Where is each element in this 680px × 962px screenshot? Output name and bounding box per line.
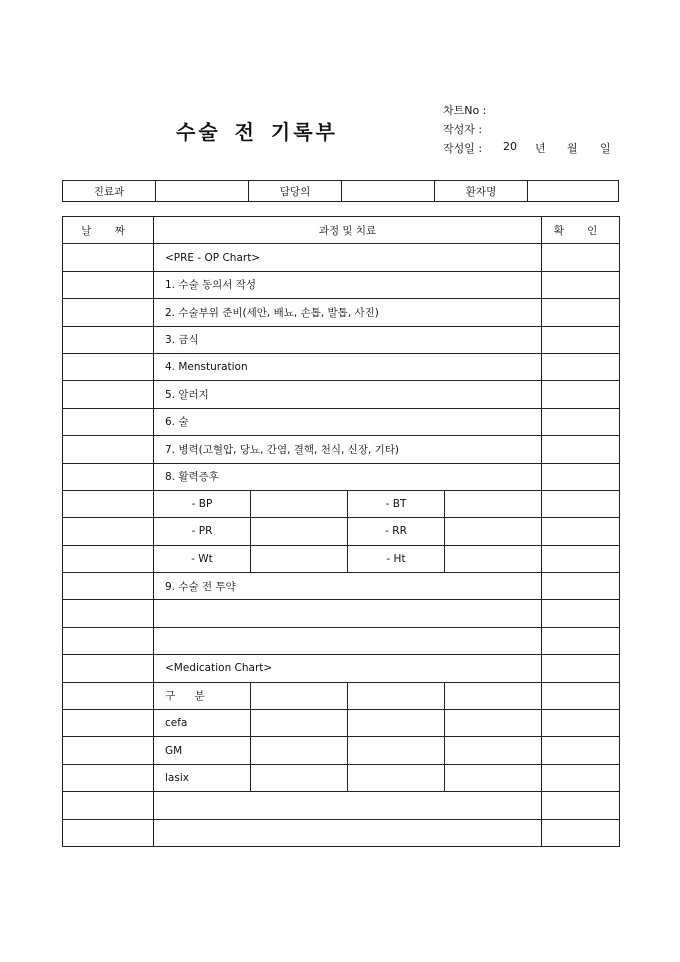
pre-op-heading: <PRE - OP Chart> bbox=[154, 244, 542, 271]
date-cell[interactable] bbox=[63, 819, 154, 846]
date-year-label: 년 bbox=[535, 142, 546, 155]
med-cell[interactable] bbox=[445, 737, 542, 764]
confirm-cell[interactable] bbox=[542, 573, 620, 600]
table-row bbox=[63, 518, 620, 545]
confirm-cell[interactable] bbox=[542, 381, 620, 408]
item-history: 7. 병력(고혈압, 당뇨, 간염, 결핵, 천식, 신장, 기타) bbox=[154, 436, 542, 463]
med-category-label: 구 분 bbox=[154, 682, 251, 709]
date-cell[interactable] bbox=[63, 764, 154, 791]
blank-cell[interactable] bbox=[154, 600, 542, 627]
vital-wt-label: - Wt bbox=[154, 545, 251, 572]
date-cell[interactable] bbox=[63, 463, 154, 490]
confirm-cell[interactable] bbox=[542, 627, 620, 654]
header-process: 과정 및 치료 bbox=[154, 217, 542, 244]
date-cell[interactable] bbox=[63, 326, 154, 353]
table-row bbox=[63, 764, 620, 791]
date-day-label: 일 bbox=[600, 142, 611, 155]
confirm-cell[interactable] bbox=[542, 436, 620, 463]
vital-bt-label: - BT bbox=[348, 490, 445, 517]
confirm-cell[interactable] bbox=[542, 271, 620, 298]
med-cefa-label: cefa bbox=[154, 710, 251, 737]
dept-field[interactable] bbox=[156, 181, 249, 202]
confirm-cell[interactable] bbox=[542, 490, 620, 517]
table-row bbox=[63, 627, 620, 654]
confirm-cell[interactable] bbox=[542, 710, 620, 737]
table-row bbox=[63, 600, 620, 627]
table-row bbox=[63, 490, 620, 517]
table-row bbox=[63, 244, 620, 271]
date-year-prefix: 20 bbox=[503, 140, 517, 153]
table-row bbox=[63, 573, 620, 600]
table-row bbox=[63, 682, 620, 709]
date-cell[interactable] bbox=[63, 518, 154, 545]
med-cell[interactable] bbox=[445, 764, 542, 791]
date-cell[interactable] bbox=[63, 408, 154, 435]
vital-rr-value[interactable] bbox=[445, 518, 542, 545]
table-row bbox=[63, 710, 620, 737]
table-row bbox=[63, 436, 620, 463]
med-cell[interactable] bbox=[348, 737, 445, 764]
table-row bbox=[63, 737, 620, 764]
table-row bbox=[63, 381, 620, 408]
info-table bbox=[62, 180, 619, 202]
date-label: 작성일 : bbox=[443, 142, 483, 155]
date-cell[interactable] bbox=[63, 545, 154, 572]
vital-rr-label: - RR bbox=[348, 518, 445, 545]
table-row bbox=[63, 408, 620, 435]
confirm-cell[interactable] bbox=[542, 408, 620, 435]
med-cell[interactable] bbox=[251, 682, 348, 709]
confirm-cell[interactable] bbox=[542, 682, 620, 709]
item-vital-signs: 8. 활력증후 bbox=[154, 463, 542, 490]
writer-label: 작성자 : bbox=[443, 123, 483, 136]
table-row bbox=[63, 271, 620, 298]
date-cell[interactable] bbox=[63, 600, 154, 627]
item-menstruation: 4. Mensturation bbox=[154, 353, 542, 380]
item-fasting: 3. 금식 bbox=[154, 326, 542, 353]
date-cell[interactable] bbox=[63, 490, 154, 517]
confirm-cell[interactable] bbox=[542, 244, 620, 271]
date-cell[interactable] bbox=[63, 655, 154, 682]
confirm-cell[interactable] bbox=[542, 764, 620, 791]
date-cell[interactable] bbox=[63, 573, 154, 600]
table-row bbox=[63, 299, 620, 326]
table-row bbox=[63, 463, 620, 490]
date-cell[interactable] bbox=[63, 299, 154, 326]
med-lasix-label: lasix bbox=[154, 764, 251, 791]
page-title: 수술 전 기록부 bbox=[176, 120, 338, 144]
med-cell[interactable] bbox=[445, 710, 542, 737]
confirm-cell[interactable] bbox=[542, 792, 620, 819]
date-cell[interactable] bbox=[63, 792, 154, 819]
confirm-cell[interactable] bbox=[542, 600, 620, 627]
med-cell[interactable] bbox=[348, 682, 445, 709]
vital-bp-label: - BP bbox=[154, 490, 251, 517]
confirm-cell[interactable] bbox=[542, 737, 620, 764]
date-cell[interactable] bbox=[63, 436, 154, 463]
item-allergy: 5. 알러지 bbox=[154, 381, 542, 408]
confirm-cell[interactable] bbox=[542, 819, 620, 846]
confirm-cell[interactable] bbox=[542, 545, 620, 572]
vital-ht-label: - Ht bbox=[348, 545, 445, 572]
chart-no-label: 차트No : bbox=[443, 104, 487, 117]
vital-wt-value[interactable] bbox=[251, 545, 348, 572]
confirm-cell[interactable] bbox=[542, 518, 620, 545]
medication-heading: <Medication Chart> bbox=[154, 655, 542, 682]
vital-bt-value[interactable] bbox=[445, 490, 542, 517]
table-row bbox=[63, 326, 620, 353]
table-row bbox=[63, 792, 620, 819]
med-cell[interactable] bbox=[445, 682, 542, 709]
confirm-cell[interactable] bbox=[542, 326, 620, 353]
vital-pr-value[interactable] bbox=[251, 518, 348, 545]
date-cell[interactable] bbox=[63, 271, 154, 298]
med-cell[interactable] bbox=[348, 710, 445, 737]
date-cell[interactable] bbox=[63, 737, 154, 764]
dept-label: 진료과 bbox=[63, 181, 156, 202]
vital-pr-label: - PR bbox=[154, 518, 251, 545]
blank-cell[interactable] bbox=[154, 792, 542, 819]
doctor-label: 담당의 bbox=[249, 181, 342, 202]
date-month-label: 월 bbox=[567, 142, 578, 155]
med-gm-label: GM bbox=[154, 737, 251, 764]
item-site-prep: 2. 수술부위 준비(세안, 배뇨, 손톱, 발톱, 사진) bbox=[154, 299, 542, 326]
vital-ht-value[interactable] bbox=[445, 545, 542, 572]
confirm-cell[interactable] bbox=[542, 299, 620, 326]
confirm-cell[interactable] bbox=[542, 353, 620, 380]
confirm-cell[interactable] bbox=[542, 463, 620, 490]
table-row bbox=[63, 545, 620, 572]
date-cell[interactable] bbox=[63, 627, 154, 654]
med-cell[interactable] bbox=[251, 710, 348, 737]
blank-cell[interactable] bbox=[154, 627, 542, 654]
doctor-field[interactable] bbox=[342, 181, 435, 202]
table-row bbox=[63, 819, 620, 846]
record-table bbox=[62, 216, 620, 847]
table-row bbox=[63, 353, 620, 380]
date-cell[interactable] bbox=[63, 353, 154, 380]
date-cell[interactable] bbox=[63, 682, 154, 709]
patient-field[interactable] bbox=[528, 181, 619, 202]
vital-bp-value[interactable] bbox=[251, 490, 348, 517]
header-date: 날 짜 bbox=[63, 217, 154, 244]
item-premedication: 9. 수술 전 투약 bbox=[154, 573, 542, 600]
med-cell[interactable] bbox=[348, 764, 445, 791]
blank-cell[interactable] bbox=[154, 819, 542, 846]
patient-label: 환자명 bbox=[435, 181, 528, 202]
med-cell[interactable] bbox=[251, 764, 348, 791]
item-alcohol: 6. 술 bbox=[154, 408, 542, 435]
table-row bbox=[63, 655, 620, 682]
med-cell[interactable] bbox=[251, 737, 348, 764]
date-cell[interactable] bbox=[63, 244, 154, 271]
date-cell[interactable] bbox=[63, 381, 154, 408]
item-consent: 1. 수술 동의서 작성 bbox=[154, 271, 542, 298]
date-cell[interactable] bbox=[63, 710, 154, 737]
header-confirm: 확 인 bbox=[542, 217, 620, 244]
confirm-cell[interactable] bbox=[542, 655, 620, 682]
